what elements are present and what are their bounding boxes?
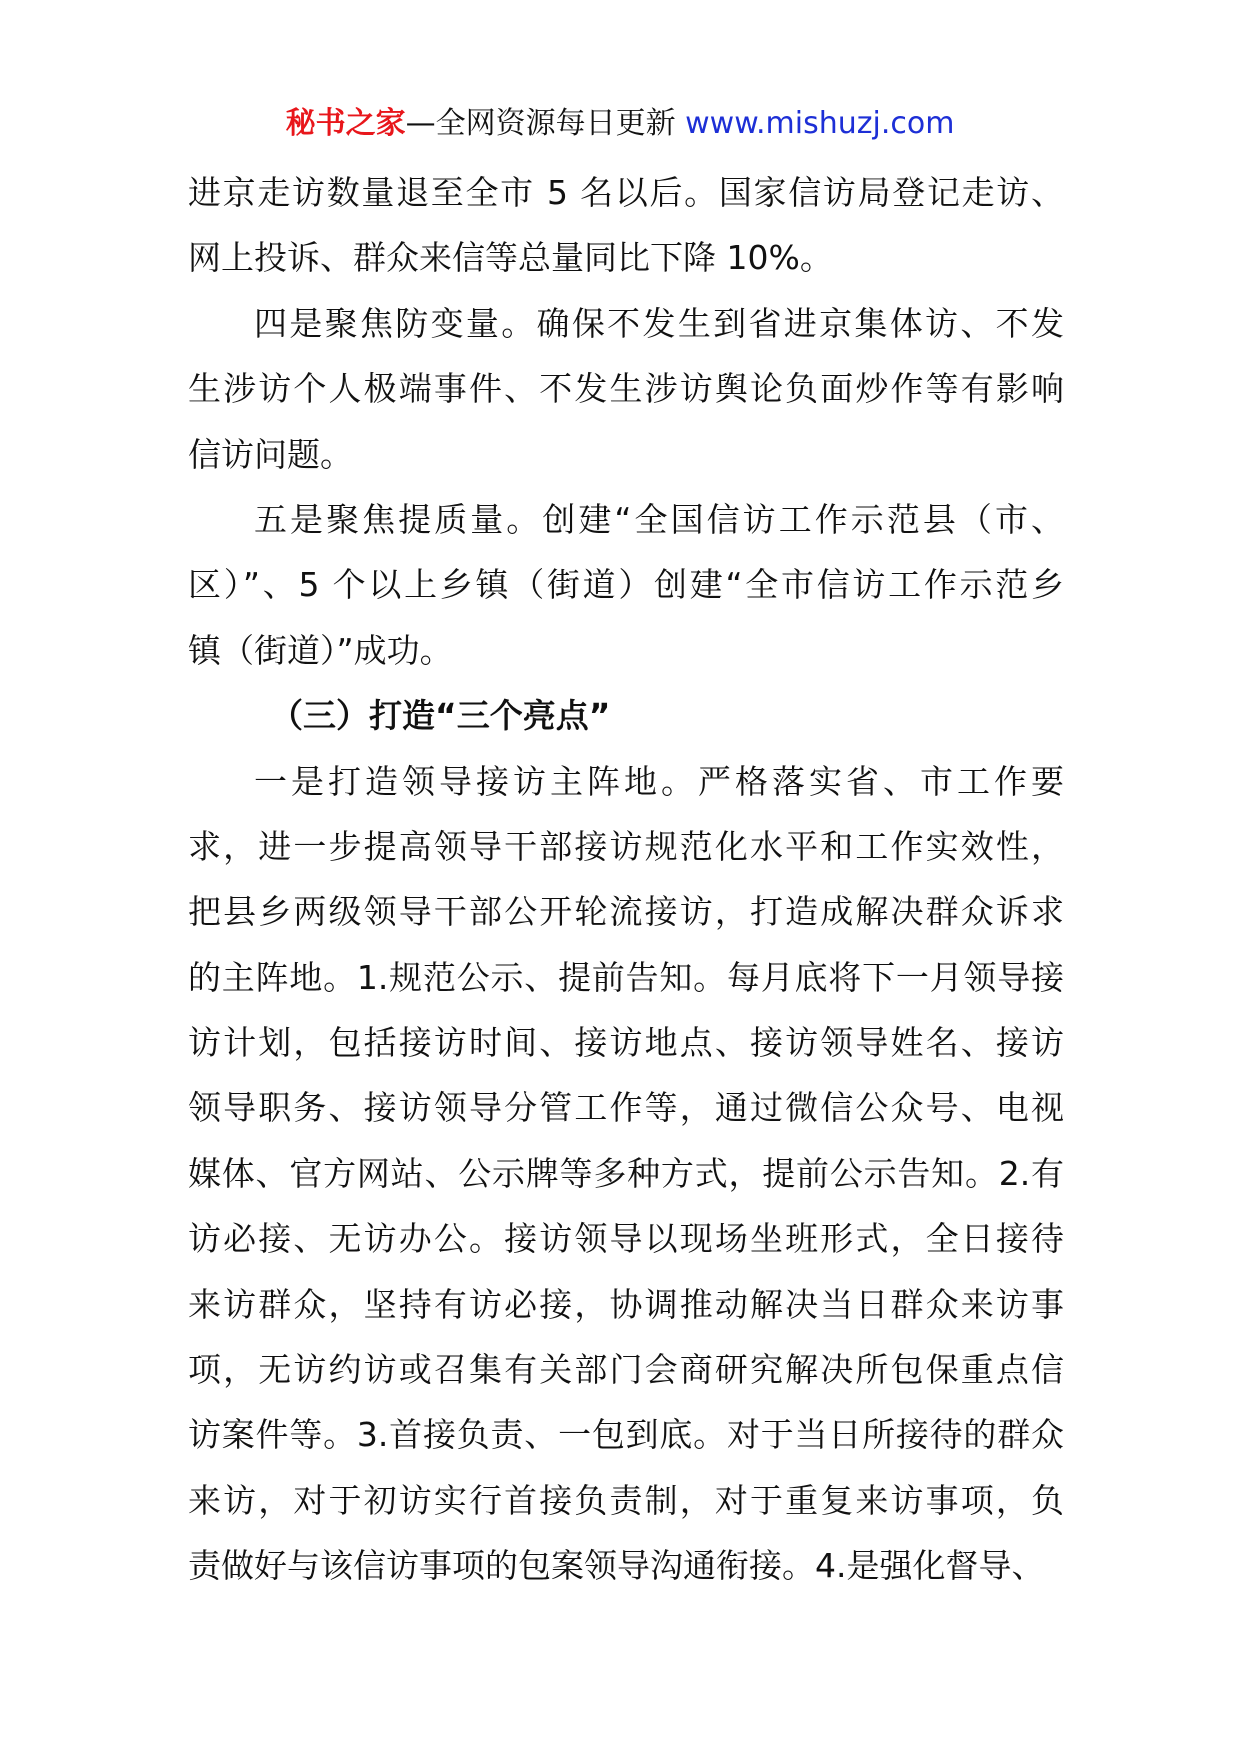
text-line: 把县乡两级领导干部公开轮流接访，打造成解决群众诉求 [188,892,1064,932]
text-line: 网上投诉、群众来信等总量同比下降 10%。 [188,238,833,278]
text-line: 五是聚焦提质量。创建“全国信访工作示范县（市、 [254,499,1064,539]
text-line: 进京走访数量退至全市 5 名以后。国家信访局登记走访、 [188,173,1064,212]
text-line: 访必接、无访办公。接访领导以现场坐班形式，全日接待 [188,1219,1064,1259]
header-slogan: —全网资源每日更新 [405,106,686,141]
text-line: 求，进一步提高领导干部接访规范化水平和工作实效性， [188,826,1064,866]
header-url-link[interactable]: www.mishuzj.com [685,106,955,141]
text-line: 领导职务、接访领导分管工作等，通过微信公众号、电视 [188,1088,1064,1128]
text-line: 项，无访约访或召集有关部门会商研究解决所包保重点信 [188,1350,1064,1390]
text-line: 责做好与该信访事项的包案领导沟通衔接。4.是强化督导、 [188,1546,1045,1586]
text-line: 信访问题。 [188,434,353,474]
text-line: 镇（街道）”成功。 [188,630,453,670]
section-heading: （三）打造“三个亮点” [270,696,611,736]
document-body [188,160,1064,1599]
text-line: 访案件等。3.首接负责、一包到底。对于当日所接待的群众 [188,1415,1064,1455]
text-line: 来访，对于初访实行首接负责制，对于重复来访事项，负 [188,1480,1064,1520]
text-line: 媒体、官方网站、公示牌等多种方式，提前公示告知。2.有 [188,1153,1064,1193]
text-line: 访计划，包括接访时间、接访地点、接访领导姓名、接访 [188,1023,1064,1063]
text-line: 来访群众，坚持有访必接，协调推动解决当日群众来访事 [188,1284,1064,1324]
text-line: 四是聚焦防变量。确保不发生到省进京集体访、不发 [254,303,1064,343]
text-line: 一是打造领导接访主阵地。严格落实省、市工作要 [254,761,1064,801]
text-line: 生涉访个人极端事件、不发生涉访舆论负面炒作等有影响 [188,369,1064,409]
text-line: 区）”、5 个以上乡镇（街道）创建“全市信访工作示范乡 [188,565,1064,605]
header-brand: 秘书之家 [285,106,406,141]
page-header [0,104,1240,144]
text-line: 的主阵地。1.规范公示、提前告知。每月底将下一月领导接 [188,957,1064,997]
